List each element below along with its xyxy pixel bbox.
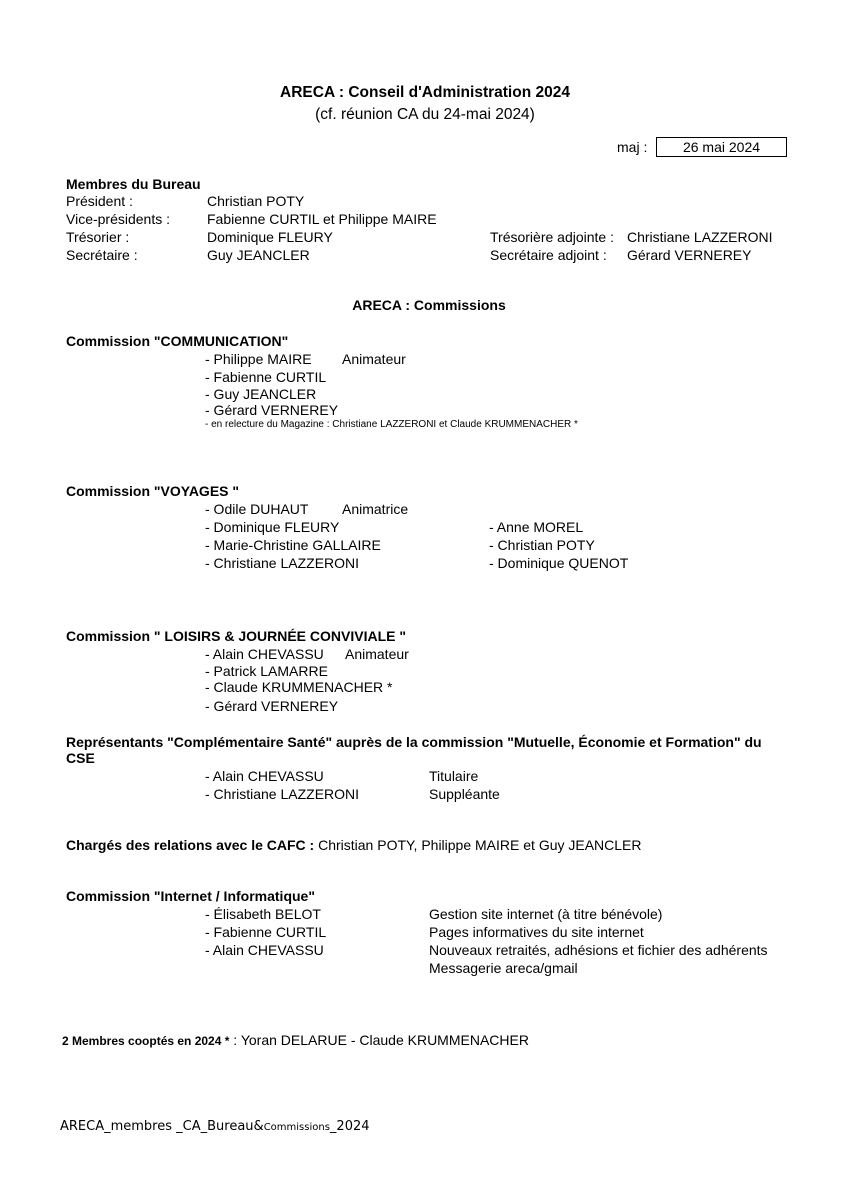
communication-note: - en relecture du Magazine : Christiane LAZZERONI et Claude KRUMMENACHER * [205,419,578,430]
communication-role: Animateur [342,351,406,367]
internet-member: - Alain CHEVASSU [205,942,324,958]
secretaire-adj-name: Gérard VERNEREY [627,247,752,263]
communication-member: - Guy JEANCLER [205,386,317,402]
vp-label: Vice-présidents : [66,211,171,227]
communication-member: - Philippe MAIRE [205,351,312,367]
voyages-member: - Anne MOREL [489,519,584,535]
voyages-heading: Commission "VOYAGES " [66,483,240,499]
coopted-label: 2 Membres cooptés en 2024 * [62,1034,230,1048]
voyages-role: Animatrice [342,501,409,517]
secretaire-name: Guy JEANCLER [207,247,310,263]
voyages-member: - Odile DUHAUT [205,501,309,517]
loisirs-member: - Patrick LAMARRE [205,663,328,679]
sante-member: - Christiane LAZZERONI [205,786,360,802]
cafc-line [66,836,642,854]
internet-role: Messagerie areca/gmail [429,960,578,976]
vp-names: Fabienne CURTIL et Philippe MAIRE [207,211,437,227]
president-label: Président : [66,193,133,209]
document-title: ARECA : Conseil d'Administration 2024 [280,84,570,101]
internet-member: - Fabienne CURTIL [205,924,327,940]
loisirs-member: - Gérard VERNEREY [205,698,339,714]
tresorier-label: Trésorier : [66,229,130,245]
loisirs-member: - Alain CHEVASSU [205,646,324,662]
internet-role: Nouveaux retraités, adhésions et fichier des adhérents [429,942,768,958]
communication-member: - Fabienne CURTIL [205,369,327,385]
voyages-member: - Christiane LAZZERONI [205,555,360,571]
voyages-member: - Marie-Christine GALLAIRE [205,537,381,553]
maj-date-field: 26 mai 2024 [656,137,787,157]
sante-role: Suppléante [429,786,500,802]
internet-heading: Commission "Internet / Informatique" [66,888,315,904]
sante-member: - Alain CHEVASSU [205,768,324,784]
communication-heading: Commission "COMMUNICATION" [66,333,289,349]
sante-heading-cont: CSE [66,750,95,766]
loisirs-role: Animateur [345,646,409,662]
secretaire-adj-label: Secrétaire adjoint : [490,247,607,263]
tresorier-name: Dominique FLEURY [207,229,333,245]
footer-part: Commissions [263,1122,330,1133]
footer-filename [60,1118,370,1137]
internet-member: - Élisabeth BELOT [205,906,321,922]
bureau-heading: Membres du Bureau [66,176,201,192]
sante-role: Titulaire [429,768,479,784]
commissions-heading: ARECA : Commissions [352,297,506,313]
internet-role: Pages informatives du site internet [429,924,644,940]
tresoriere-adj-name: Christiane LAZZERONI [627,229,773,245]
footer-part: _2024 [329,1119,370,1134]
president-name: Christian POTY [207,193,305,209]
coopted-names: : Yoran DELARUE - Claude KRUMMENACHER [229,1032,529,1048]
voyages-member: - Dominique FLEURY [205,519,340,535]
tresoriere-adj-label: Trésorière adjointe : [490,229,614,245]
cafc-label: Chargés des relations avec le CAFC : [66,837,315,853]
sante-heading: Représentants "Complémentaire Santé" auprès de la commission "Mutuelle, Économie et Formation" du [66,734,762,750]
secretaire-label: Secrétaire : [66,247,138,263]
voyages-member: - Christian POTY [489,537,595,553]
voyages-member: - Dominique QUENOT [489,555,629,571]
coopted-line [62,1031,529,1050]
communication-member: - Gérard VERNEREY [205,402,339,418]
loisirs-heading: Commission " LOISIRS & JOURNÉE CONVIVIALE " [66,628,406,644]
loisirs-member: - Claude KRUMMENACHER * [205,679,393,695]
internet-role: Gestion site internet (à titre bénévole) [429,906,663,922]
maj-label: maj : [617,139,648,155]
footer-part: ARECA_membres _CA_Bureau& [60,1119,264,1134]
document-subtitle: (cf. réunion CA du 24-mai 2024) [315,106,535,123]
cafc-names: Christian POTY, Philippe MAIRE et Guy JEANCLER [318,837,642,853]
